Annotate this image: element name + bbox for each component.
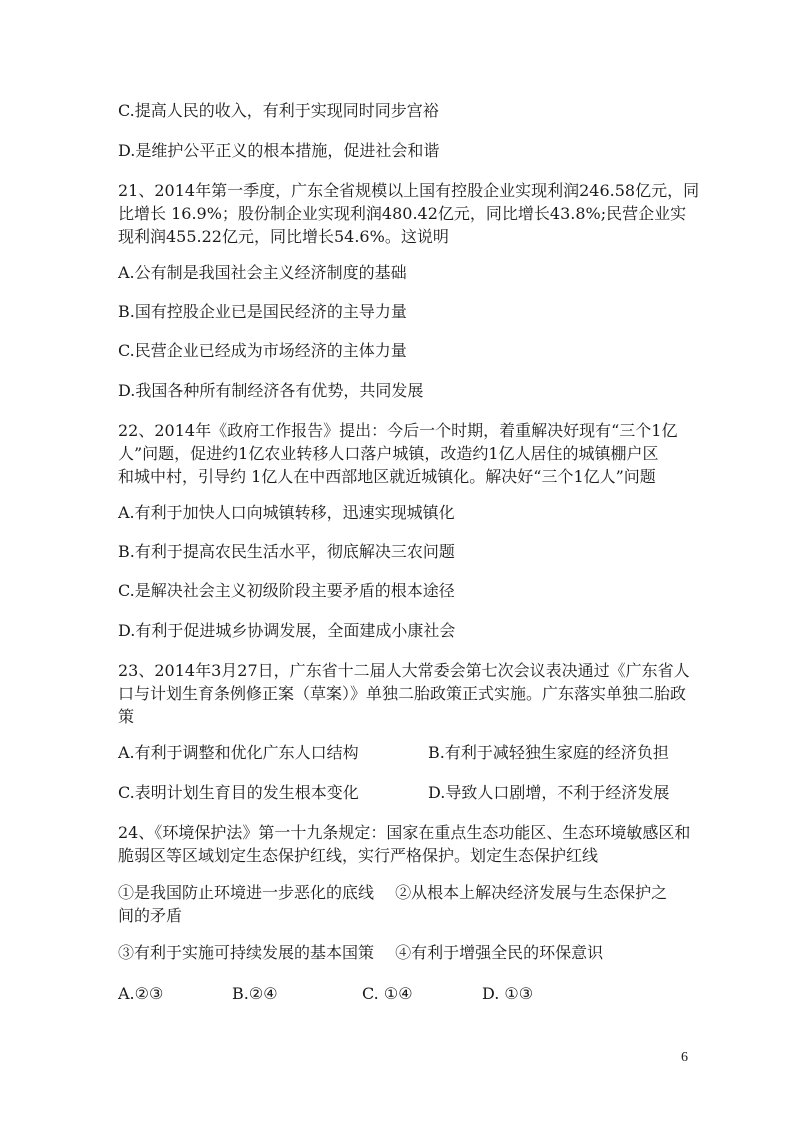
q21-option-a: A.公有制是我国社会主义经济制度的基础: [118, 263, 407, 282]
q22-stem-line-1: 22、2014年《政府工作报告》提出：今后一个时期，着重解决好现有“三个1亿: [118, 421, 678, 440]
q23-stem-line-3: 策: [118, 707, 135, 726]
q24-stem-line-1: 24、《环境保护法》第一十九条规定：国家在重点生态功能区、生态环境敏感区和: [118, 823, 691, 842]
q22-option-b: B.有利于提高农民生活水平，彻底解决三农问题: [118, 542, 455, 561]
q24-item-line-1: ①是我国防止环境进一步恶化的底线 ②从根本上解决经济发展与生态保护之: [118, 883, 668, 902]
q22-option-c: C.是解决社会主义初级阶段主要矛盾的根本途径: [118, 581, 455, 600]
q24-option-d: D. ①③: [482, 984, 534, 1003]
q23-option-d: D.导致人口剧增，不利于经济发展: [428, 783, 670, 802]
q21-option-d: D.我国各种所有制经济各有优势，共同发展: [118, 381, 424, 400]
q24-item-line-2: 间的矛盾: [118, 906, 183, 925]
q24-option-b: B.②④: [232, 984, 278, 1003]
q21-stem-line-1: 21、2014年第一季度，广东全省规模以上国有控股企业实现利润246.58亿元，同: [118, 181, 700, 200]
q23-option-b: B.有利于减轻独生家庭的经济负担: [428, 743, 669, 762]
q24-stem-line-2: 脆弱区等区域划定生态保护红线，实行严格保护。划定生态保护红线: [118, 846, 599, 865]
q22-stem-line-3: 和城中村，引导约 1亿人在中西部地区就近城镇化。解决好“三个1亿人”问题: [118, 467, 656, 486]
q23-stem-line-2: 口与计划生育条例修正案（草案）》单独二胎政策正式实施。广东落实单独二胎政: [118, 684, 687, 703]
q24-option-c: C. ①④: [362, 984, 413, 1003]
q22-option-a: A.有利于加快人口向城镇转移，迅速实现城镇化: [118, 503, 455, 522]
q23-stem-line-1: 23、2014年3月27日，广东省十二届人大常委会第七次会议表决通过《广东省人: [118, 661, 690, 680]
q20-option-c: C.提高人民的收入，有利于实现同时同步宫裕: [118, 101, 439, 120]
q20-option-d: D.是维护公平正义的根本措施，促进社会和谐: [118, 141, 440, 160]
q21-stem-line-2: 比增长 16.9%；股份制企业实现利润480.42亿元，同比增长43.8%;民营企业实: [118, 204, 687, 223]
q23-option-c: C.表明计划生育目的发生根本变化: [118, 783, 359, 802]
q21-stem-line-3: 现利润455.22亿元，同比增长54.6%。这说明: [118, 227, 449, 246]
q24-option-a: A.②③: [118, 984, 164, 1003]
page-number: 6: [681, 1050, 688, 1065]
q23-option-a: A.有利于调整和优化广东人口结构: [118, 743, 359, 762]
q22-stem-line-2: 人”问题，促进约1亿农业转移人口落户城镇，改造约1亿人居住的城镇棚户区: [118, 444, 659, 463]
q21-option-c: C.民营企业已经成为市场经济的主体力量: [118, 341, 407, 360]
q22-option-d: D.有利于促进城乡协调发展，全面建成小康社会: [118, 621, 456, 640]
q24-item-line-3: ③有利于实施可持续发展的基本国策 ④有利于增强全民的环保意识: [118, 943, 604, 962]
q21-option-b: B.国有控股企业已是国民经济的主导力量: [118, 302, 407, 321]
